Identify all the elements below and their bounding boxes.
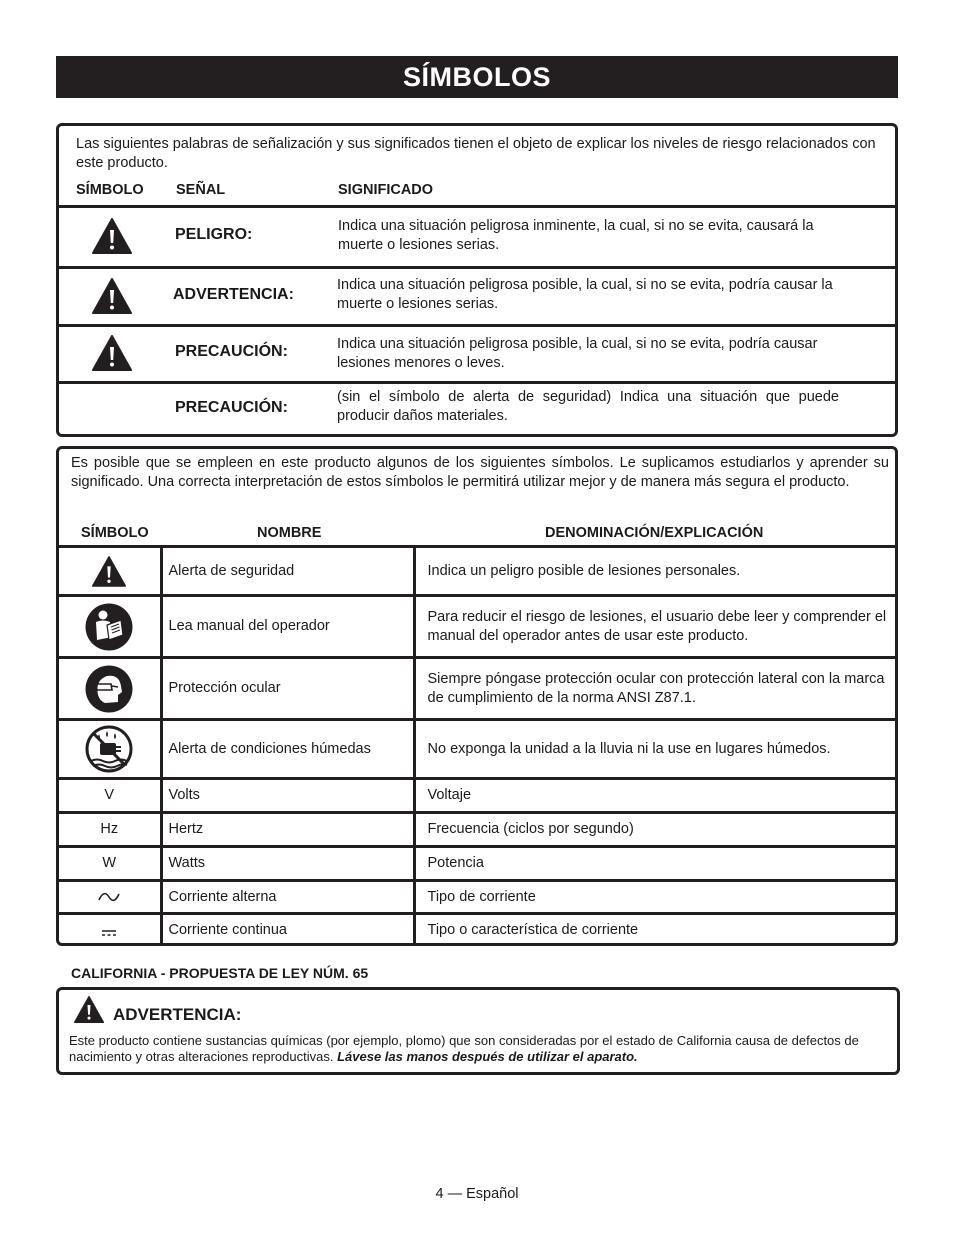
- symbols-table: [59, 545, 895, 946]
- symbol-cell: [59, 658, 161, 720]
- symbol-cell: [59, 881, 161, 914]
- table-row: [59, 779, 895, 813]
- name-cell: Alerta de condiciones húmedas: [161, 720, 414, 779]
- page-title: SÍMBOLOS: [56, 56, 898, 98]
- alternating-current-icon: [98, 891, 120, 903]
- warning-triangle-icon: [92, 218, 132, 254]
- name-cell: Corriente alterna: [161, 881, 414, 914]
- wet-conditions-icon: [85, 725, 133, 773]
- signal-word: PRECAUCIÓN:: [175, 343, 288, 360]
- explanation-cell: Potencia: [414, 847, 895, 881]
- signal-meaning: Indica una situación peligrosa posible, la cual, si no se evita, podría causar la muerte o lesiones serias.: [337, 277, 833, 312]
- signal-row: [59, 205, 895, 266]
- signal-meaning: Indica una situación peligrosa posible, la cual, si no se evita, podría causar lesiones menores o leves.: [337, 336, 818, 371]
- header-signal: SEÑAL: [176, 182, 226, 198]
- explanation-cell: Para reducir el riesgo de lesiones, el usuario debe leer y comprender el manual del operador antes de usar este producto.: [414, 596, 895, 658]
- signal-row: [59, 381, 895, 437]
- name-cell: Protección ocular: [161, 658, 414, 720]
- header-symbol: SÍMBOLO: [76, 182, 144, 198]
- table-row: [59, 881, 895, 914]
- name-cell: Volts: [161, 779, 414, 813]
- signal-row: [59, 266, 895, 324]
- explanation-cell: Siempre póngase protección ocular con protección lateral con la marca de cumplimiento de la norma ANSI Z87.1.: [414, 658, 895, 720]
- symbol-cell: [59, 547, 161, 596]
- signal-meaning: (sin el símbolo de alerta de seguridad) Indica una situación que puede producir daños materiales.: [337, 389, 839, 424]
- symbol-cell: [59, 720, 161, 779]
- symbol-cell: W: [59, 847, 161, 881]
- table-row: [59, 658, 895, 720]
- direct-current-icon: [101, 929, 117, 937]
- name-cell: Corriente continua: [161, 914, 414, 947]
- warning-triangle-icon: [92, 556, 126, 587]
- signal-intro: Las siguientes palabras de señalización y sus significados tienen el objeto de explicar los niveles de riesgo relacionados con este producto.: [76, 136, 876, 171]
- name-cell: Hertz: [161, 813, 414, 847]
- warning-triangle-icon: [92, 335, 132, 371]
- symbol-cell: [59, 596, 161, 658]
- header-name: NOMBRE: [257, 525, 322, 541]
- warning-body: Este producto contiene sustancias químicas (por ejemplo, plomo) que son consideradas por el estado de California causa de defectos de nacimiento y otras alteraciones reproductivas.: [69, 1033, 859, 1064]
- header-meaning: SIGNIFICADO: [338, 182, 434, 198]
- name-cell: Alerta de seguridad: [161, 547, 414, 596]
- symbol-cell: Hz: [59, 813, 161, 847]
- symbols-intro: Es posible que se empleen en este producto algunos de los siguientes símbolos. Le suplicamos estudiarlos y aprender su significado. Una correcta interpretación de estos símbolos le permitirá utilizar mejor y de manera más segura el producto.: [71, 455, 889, 490]
- california-warning-box: [56, 987, 900, 1075]
- eye-protection-icon: [85, 665, 133, 713]
- table-row: [59, 720, 895, 779]
- warning-title: ADVERTENCIA:: [113, 1005, 242, 1024]
- symbol-cell: [59, 914, 161, 947]
- signal-words-box: [56, 123, 898, 437]
- explanation-cell: Voltaje: [414, 779, 895, 813]
- header-explanation: DENOMINACIÓN/EXPLICACIÓN: [545, 525, 764, 541]
- explanation-cell: Tipo de corriente: [414, 881, 895, 914]
- signal-meaning: Indica una situación peligrosa inminente, la cual, si no se evita, causará la muerte o lesiones serias.: [338, 218, 814, 253]
- table-row: [59, 847, 895, 881]
- explanation-cell: Tipo o característica de corriente: [414, 914, 895, 947]
- name-cell: Watts: [161, 847, 414, 881]
- warning-text: [69, 1033, 895, 1065]
- signal-word: PRECAUCIÓN:: [175, 399, 288, 416]
- explanation-cell: No exponga la unidad a la lluvia ni la use en lugares húmedos.: [414, 720, 895, 779]
- page-footer: 4 — Español: [435, 1186, 519, 1202]
- explanation-cell: Frecuencia (ciclos por segundo): [414, 813, 895, 847]
- explanation-cell: Indica un peligro posible de lesiones personales.: [414, 547, 895, 596]
- symbols-box: [56, 446, 898, 946]
- table-row: [59, 914, 895, 947]
- table-row: [59, 813, 895, 847]
- table-row: [59, 547, 895, 596]
- symbol-cell: V: [59, 779, 161, 813]
- warning-triangle-icon: [92, 278, 132, 314]
- header-symbol: SÍMBOLO: [81, 525, 149, 541]
- signal-word: ADVERTENCIA:: [173, 286, 294, 303]
- name-cell: Lea manual del operador: [161, 596, 414, 658]
- warning-emphasis: Lávese las manos después de utilizar el aparato.: [337, 1049, 638, 1064]
- table-row: [59, 596, 895, 658]
- signal-word: PELIGRO:: [175, 226, 253, 243]
- california-heading: CALIFORNIA - PROPUESTA DE LEY NÚM. 65: [71, 965, 369, 981]
- warning-triangle-icon: [74, 996, 104, 1023]
- signal-row: [59, 324, 895, 381]
- read-manual-icon: [85, 603, 133, 651]
